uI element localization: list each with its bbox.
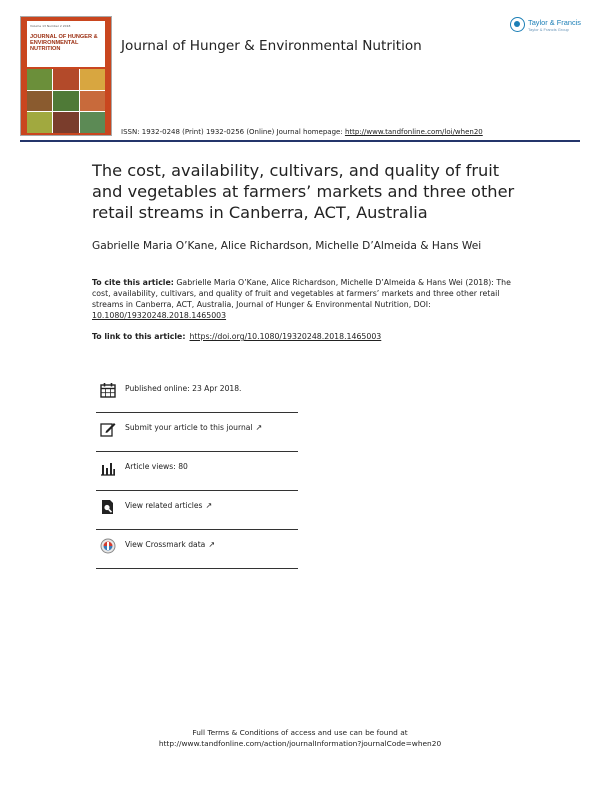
crossmark-label: View Crossmark data (125, 540, 206, 549)
doi-link[interactable]: 10.1080/19320248.2018.1465003 (92, 311, 227, 320)
related-articles-item[interactable] (96, 491, 298, 530)
external-link-icon: ↗ (208, 540, 216, 549)
issn-line (121, 128, 483, 136)
footer-terms-url[interactable]: http://www.tandfonline.com/action/journalInformation?journalCode=when20 (158, 739, 442, 748)
link-label: To link to this article: (92, 332, 186, 341)
article-title: The cost, availability, cultivars, and quality of fruit and vegetables at farmers’ markets and three other retail streams in Canberra, ACT, Australia (92, 161, 515, 222)
submit-article-label: Submit your article to this journal (125, 423, 253, 432)
header-rule (20, 140, 580, 142)
external-link-icon: ↗ (255, 423, 263, 432)
article-doi-url[interactable]: https://doi.org/10.1080/19320248.2018.1465003 (189, 332, 382, 341)
journal-homepage-link[interactable]: http://www.tandfonline.com/loi/when20 (344, 128, 483, 136)
publisher-tagline: Taylor & Francis Group (528, 27, 569, 32)
cover-title: JOURNAL OF HUNGER & ENVIRONMENTAL NUTRITION (30, 34, 98, 52)
issn-text: ISSN: 1932-0248 (Print) 1932-0256 (Online) Journal homepage: (121, 128, 345, 136)
related-articles-label: View related articles (125, 501, 203, 510)
submit-article-item[interactable] (96, 413, 298, 452)
crossmark-item[interactable] (96, 530, 298, 569)
cover-issue-text: Volume 13 Number 2 2018 (30, 24, 71, 28)
footer-terms-text: Full Terms & Conditions of access and use can be found at (192, 728, 408, 737)
journal-cover (20, 16, 112, 136)
article-views-item (96, 452, 298, 491)
crossmark-icon (100, 538, 116, 554)
document-search-icon (100, 499, 116, 515)
journal-name: Journal of Hunger & Environmental Nutrition (121, 38, 422, 54)
article-authors: Gabrielle Maria O’Kane, Alice Richardson, Michelle D’Almeida & Hans Wei (92, 240, 482, 252)
edit-icon (100, 421, 116, 437)
cite-label: To cite this article: (92, 278, 174, 287)
external-link-icon: ↗ (205, 501, 213, 510)
article-actions (96, 374, 298, 569)
cite-text: Gabrielle Maria O’Kane, Alice Richardson, Michelle D’Almeida & Hans Wei (2018): The cost, availability, cultivars, and quality of fruit and vegetables at farmers’ markets and three other retail streams in Canberra, ACT, Australia, Journal of Hunger & Environmental Nutrition, DOI: (92, 278, 511, 309)
publisher-logo (510, 16, 586, 38)
publisher-logo-icon (510, 17, 525, 32)
bar-chart-icon (100, 460, 116, 476)
cover-header (27, 21, 105, 67)
citation-block (92, 277, 512, 321)
cover-photos (27, 69, 105, 133)
footer (0, 727, 600, 749)
calendar-icon (100, 382, 116, 398)
article-link-line (92, 332, 381, 341)
article-views-label: Article views: 80 (125, 462, 188, 471)
publisher-name: Taylor & Francis (528, 18, 581, 27)
published-online-item (96, 374, 298, 413)
published-online-label: Published online: 23 Apr 2018. (125, 384, 242, 393)
